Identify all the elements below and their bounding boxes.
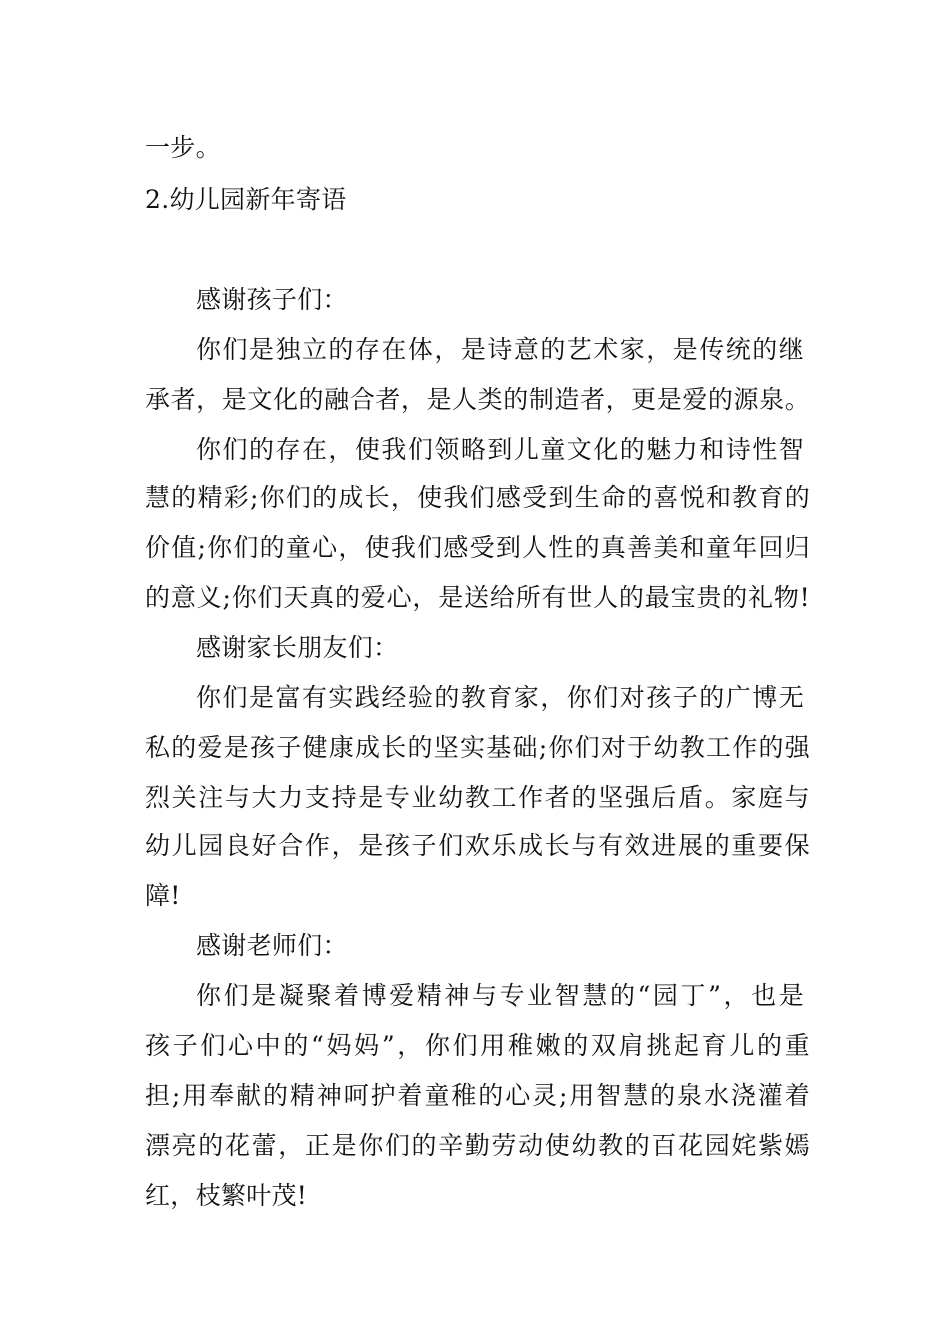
text-line: 红，枝繁叶茂!	[145, 1181, 308, 1210]
text-line: 的意义;你们天真的爱心，是送给所有世人的最宝贵的礼物!	[145, 583, 810, 612]
text-line: 你们是凝聚着博爱精神与专业智慧的“园丁”，也是	[196, 981, 804, 1010]
text-line: 烈关注与大力支持是专业幼教工作者的坚强后盾。家庭与	[145, 783, 810, 812]
text-line: 你们是独立的存在体，是诗意的艺术家，是传统的继	[196, 335, 804, 364]
text-line: 孩子们心中的“妈妈”，你们用稚嫩的双肩挑起育儿的重	[145, 1031, 810, 1060]
text-line: 幼儿园良好合作，是孩子们欢乐成长与有效进展的重要保	[145, 831, 810, 860]
salutation-parents: 感谢家长朋友们：	[196, 633, 399, 662]
section-heading: 2.幼儿园新年寄语	[145, 185, 347, 214]
text-line: 慧的精彩;你们的成长，使我们感受到生命的喜悦和教育的	[145, 483, 810, 512]
text-line: 担;用奉献的精神呵护着童稚的心灵;用智慧的泉水浇灌着	[145, 1081, 810, 1110]
salutation-children: 感谢孩子们：	[196, 285, 348, 314]
text-line: 你们的存在，使我们领略到儿童文化的魅力和诗性智	[196, 435, 804, 464]
text-line: 价值;你们的童心，使我们感受到人性的真善美和童年回归	[145, 533, 810, 562]
text-line: 私的爱是孩子健康成长的坚实基础;你们对于幼教工作的强	[145, 733, 810, 762]
salutation-teachers: 感谢老师们：	[196, 931, 348, 960]
text-line: 承者，是文化的融合者，是人类的制造者，更是爱的源泉。	[145, 385, 810, 414]
text-line: 障!	[145, 881, 181, 910]
text-line: 漂亮的花蕾，正是你们的辛勤劳动使幼教的百花园姹紫嫣	[145, 1131, 810, 1160]
text-line: 你们是富有实践经验的教育家，你们对孩子的广博无	[196, 683, 804, 712]
text-line: 一步。	[145, 133, 221, 162]
